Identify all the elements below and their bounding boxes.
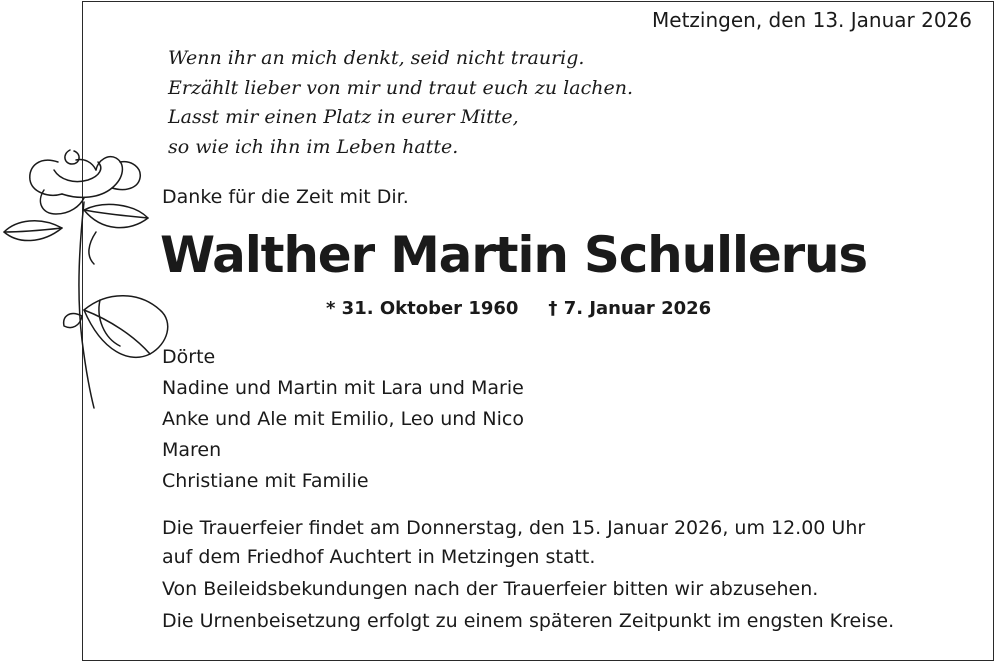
- family-member: Christiane mit Familie: [162, 470, 369, 492]
- life-dates: [326, 298, 711, 319]
- death-date: † 7. Januar 2026: [548, 298, 712, 319]
- service-info: [162, 514, 894, 636]
- service-line: auf dem Friedhof Auchtert in Metzingen statt.: [162, 546, 596, 568]
- family-member: Nadine und Martin mit Lara und Marie: [162, 377, 524, 399]
- family-member: Maren: [162, 439, 222, 461]
- thanks-line: Danke für die Zeit mit Dir.: [162, 186, 409, 208]
- service-line: Die Urnenbeisetzung erfolgt zu einem späteren Zeitpunkt im engsten Kreise.: [162, 610, 895, 632]
- birth-date: * 31. Oktober 1960: [326, 298, 519, 319]
- service-line: Von Beileidsbekundungen nach der Trauerfeier bitten wir abzusehen.: [162, 578, 819, 600]
- family-member: Anke und Ale mit Emilio, Leo und Nico: [162, 408, 524, 430]
- service-line: Die Trauerfeier findet am Donnerstag, den 15. Januar 2026, um 12.00 Uhr: [162, 517, 866, 539]
- poem: [168, 44, 633, 162]
- family-list: [162, 342, 524, 497]
- poem-line: Wenn ihr an mich denkt, seid nicht traurig.: [168, 47, 585, 69]
- deceased-name: Walther Martin Schullerus: [160, 226, 867, 284]
- family-member: Dörte: [162, 346, 216, 368]
- place-date: Metzingen, den 13. Januar 2026: [652, 8, 972, 32]
- poem-line: Erzählt lieber von mir und traut euch zu lachen.: [168, 76, 633, 99]
- poem-line: so wie ich ihn im Leben hatte.: [168, 135, 459, 158]
- poem-line: Lasst mir einen Platz in eurer Mitte,: [168, 106, 519, 128]
